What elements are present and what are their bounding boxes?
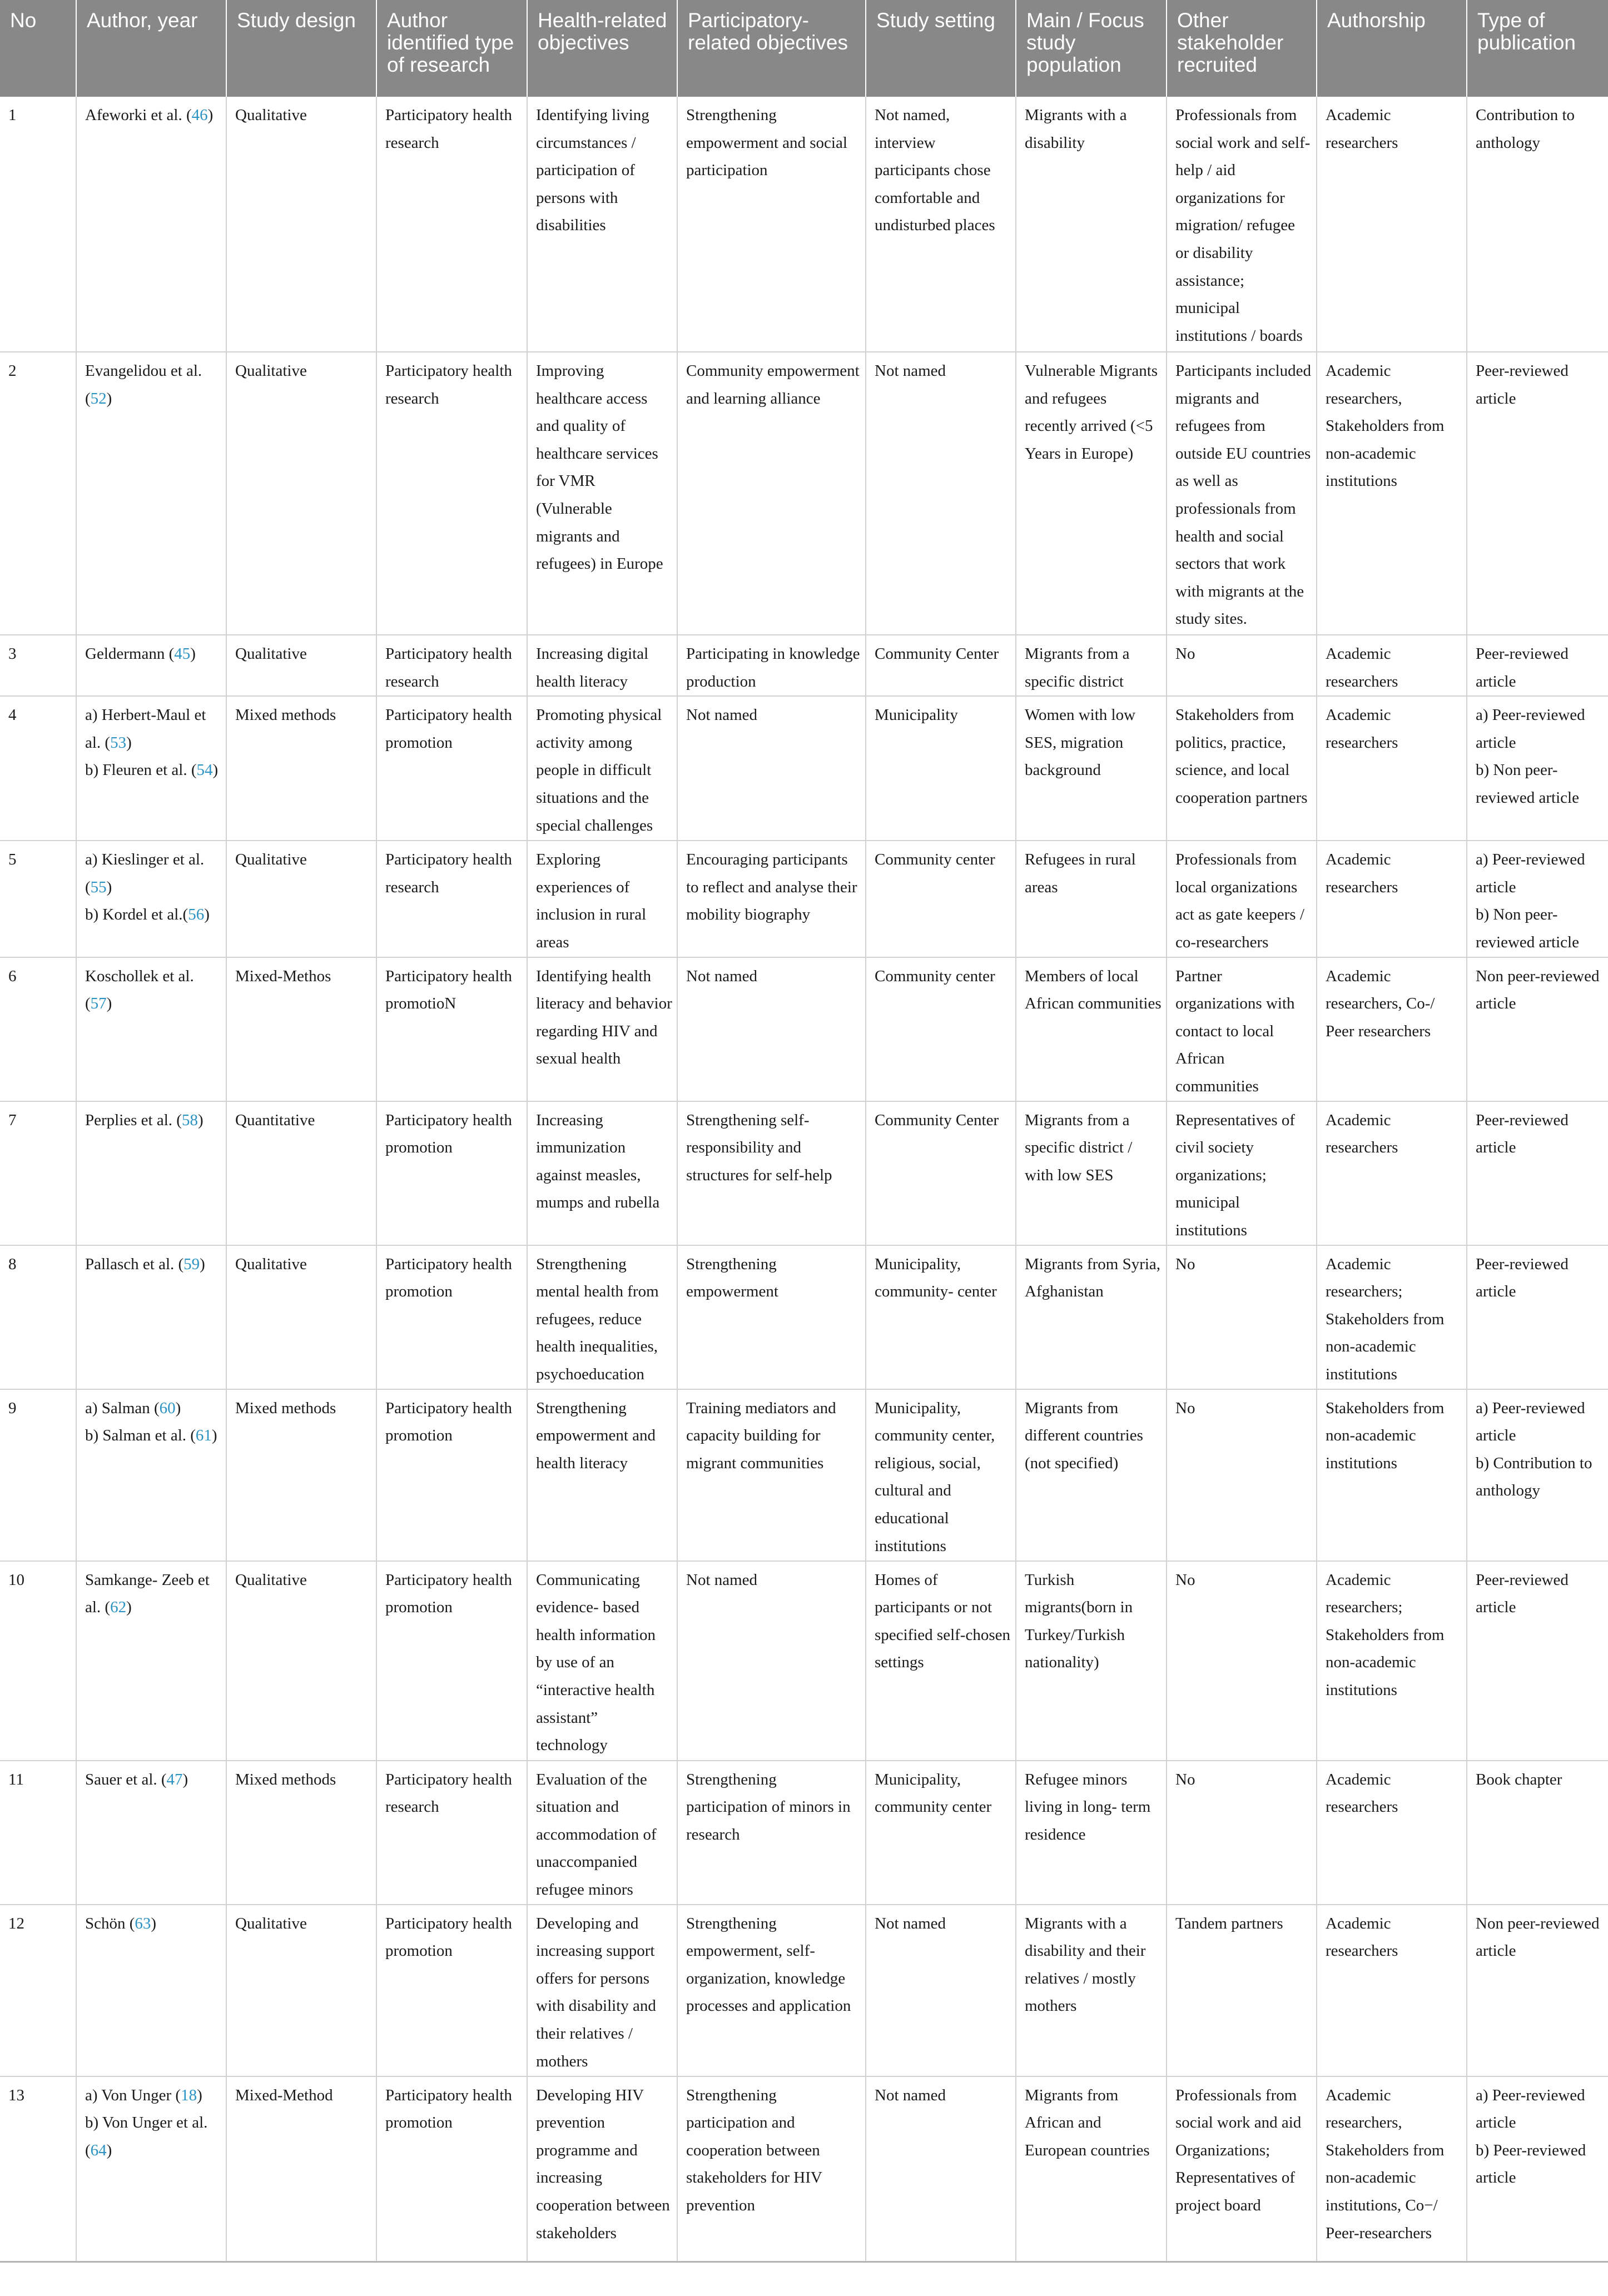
cell-design: Qualitative [226,635,376,696]
author-text: Koschollek et al. ( [85,967,194,1013]
cell-author [76,1245,226,1389]
cell-author [76,97,226,352]
cell-research-type: Participatory health research [376,352,527,635]
cell-authorship: Academic researchers; Stakeholders from non-academic institutions [1317,1561,1467,1761]
cell-design: Mixed methods [226,1761,376,1905]
reference-link[interactable]: 54 [196,761,213,779]
cell-other-stakeholders: Professionals from social work and self-help / aid organizations for migration/ refugee or disability assistance; municipal institutions / boards [1167,97,1317,352]
cell-study-setting: Homes of participants or not specified self-chosen settings [866,1561,1016,1761]
table-row [0,1561,1608,1761]
cell-study-setting: Municipality, community center, religious, social, cultural and educational institutions [866,1389,1016,1561]
cell-health-objectives: Developing and increasing support offers for persons with disability and their relatives / mothers [527,1905,677,2076]
author-text: b) Salman et al. ( [85,1427,196,1445]
cell-participatory-objectives: Strengthening self-responsibility and structures for self-help [677,1101,866,1245]
cell-design: Quantitative [226,1101,376,1245]
author-text: ) [126,1598,132,1617]
cell-publication-type-line: a) Peer-reviewed article [1476,2086,1585,2132]
cell-other-stakeholders: No [1167,1561,1317,1761]
cell-publication-type [1467,1389,1608,1561]
cell-other-stakeholders: No [1167,635,1317,696]
cell-publication-type-line: b) Non peer-reviewed article [1476,906,1579,951]
reference-link[interactable]: 57 [90,995,107,1013]
reference-link[interactable]: 62 [110,1598,127,1617]
header-health-objectives: Health-related objectives [527,0,677,97]
cell-participatory-objectives: Participating in knowledge production [677,635,866,696]
author-text: ) [151,1914,157,1932]
cell-research-type: Participatory health research [376,1761,527,1905]
cell-study-population: Migrants from different countries (not specified) [1016,1389,1167,1561]
cell-no: 13 [0,2076,76,2262]
cell-participatory-objectives: Strengthening participation and cooperation between stakeholders for HIV prevention [677,2076,866,2262]
reference-link[interactable]: 58 [181,1111,198,1129]
cell-authorship: Stakeholders from non-academic institutions [1317,1389,1467,1561]
cell-design: Qualitative [226,352,376,635]
author-text: ) [200,1255,205,1273]
author-text: ) [207,106,214,124]
cell-author [76,1761,226,1905]
table-row [0,1389,1608,1561]
author-text: Sauer et al. ( [85,1770,167,1788]
reference-link[interactable]: 45 [174,645,191,663]
reference-link[interactable]: 18 [181,2086,197,2104]
author-text: ) [106,878,112,896]
cell-research-type: Participatory health promotion [376,696,527,841]
cell-publication-type [1467,2076,1608,2262]
cell-authorship: Academic researchers [1317,97,1467,352]
reference-link[interactable]: 61 [195,1427,212,1445]
cell-no: 9 [0,1389,76,1561]
cell-research-type: Participatory health promotion [376,1245,527,1389]
cell-participatory-objectives: Not named [677,957,866,1101]
cell-no: 12 [0,1905,76,2076]
table-row [0,696,1608,841]
cell-study-setting: Municipality, community- center [866,1245,1016,1389]
cell-author [76,957,226,1101]
cell-health-objectives: Identifying health literacy and behavior regarding HIV and sexual health [527,957,677,1101]
reference-link[interactable]: 60 [159,1399,176,1417]
cell-publication-type: Non peer-reviewed article [1467,957,1608,1101]
cell-other-stakeholders: No [1167,1245,1317,1389]
cell-study-population: Vulnerable Migrants and refugees recently arrived (<5 Years in Europe) [1016,352,1167,635]
cell-design: Qualitative [226,1245,376,1389]
cell-research-type: Participatory health research [376,635,527,696]
cell-participatory-objectives: Encouraging participants to reflect and analyse their mobility biography [677,841,866,957]
cell-research-type: Participatory health research [376,97,527,352]
author-text: Afeworki et al. ( [85,106,192,124]
cell-no: 3 [0,635,76,696]
table-row [0,352,1608,635]
author-text: ) [182,1770,188,1788]
author-text: ) [106,2141,112,2159]
cell-publication-type [1467,841,1608,957]
author-text: Schön ( [85,1914,135,1932]
cell-author [76,1389,226,1561]
cell-study-population: Members of local African communities [1016,957,1167,1101]
cell-authorship: Academic researchers, Stakeholders from non-academic institutions [1317,352,1467,635]
table-row [0,1245,1608,1389]
author-text: Geldermann ( [85,645,175,663]
cell-author [76,1561,226,1761]
cell-participatory-objectives: Strengthening empowerment, self-organization, knowledge processes and application [677,1905,866,2076]
cell-health-objectives: Increasing digital health literacy [527,635,677,696]
cell-publication-type-line: a) Peer-reviewed article [1476,851,1585,896]
cell-participatory-objectives: Training mediators and capacity building for migrant communities [677,1389,866,1561]
cell-authorship: Academic researchers [1317,696,1467,841]
cell-other-stakeholders: Participants included migrants and refugees from outside EU countries as well as professionals from health and social sectors that work with migrants at the study sites. [1167,352,1317,635]
cell-no: 4 [0,696,76,841]
cell-other-stakeholders: Tandem partners [1167,1905,1317,2076]
table-body [0,97,1608,2262]
table-row [0,2076,1608,2262]
header-study-population: Main / Focus study population [1016,0,1167,97]
cell-authorship: Academic researchers [1317,1101,1467,1245]
cell-study-setting: Not named [866,2076,1016,2262]
header-authorship: Authorship [1317,0,1467,97]
cell-author [76,2076,226,2262]
author-text: a) Salman ( [85,1399,160,1417]
cell-health-objectives: Increasing immunization against measles, mumps and rubella [527,1101,677,1245]
cell-study-population: Turkish migrants(born in Turkey/Turkish nationality) [1016,1561,1167,1761]
author-text: b) Fleuren et al. ( [85,761,197,779]
cell-study-setting: Community Center [866,1101,1016,1245]
cell-health-objectives: Strengthening empowerment and health literacy [527,1389,677,1561]
header-study-design: Study design [226,0,376,97]
cell-publication-type: Peer-reviewed article [1467,1561,1608,1761]
cell-study-population: Migrants from African and European countries [1016,2076,1167,2262]
cell-publication-type-line: b) Non peer-reviewed article [1476,761,1579,807]
header-no: No [0,0,76,97]
author-text: Perplies et al. ( [85,1111,182,1129]
cell-other-stakeholders: No [1167,1389,1317,1561]
cell-no: 5 [0,841,76,957]
author-text: ) [175,1399,181,1417]
header-research-type: Author identified type of research [376,0,527,97]
cell-study-population: Migrants with a disability and their relatives / mostly mothers [1016,1905,1167,2076]
cell-other-stakeholders: Representatives of civil society organizations; municipal institutions [1167,1101,1317,1245]
author-text: b) Kordel et al.( [85,906,188,924]
cell-no: 11 [0,1761,76,1905]
cell-publication-type: Peer-reviewed article [1467,1101,1608,1245]
cell-study-population: Migrants with a disability [1016,97,1167,352]
cell-participatory-objectives: Community empowerment and learning alliance [677,352,866,635]
cell-author [76,841,226,957]
table-row [0,957,1608,1101]
cell-research-type: Participatory health promotion [376,1561,527,1761]
cell-authorship: Academic researchers [1317,1761,1467,1905]
cell-participatory-objectives: Not named [677,1561,866,1761]
author-text: ) [197,2086,202,2104]
reference-link[interactable]: 63 [135,1914,151,1932]
cell-health-objectives: Communicating evidence- based health information by use of an “interactive health assistant” technology [527,1561,677,1761]
cell-other-stakeholders: Professionals from social work and aid Organizations; Representatives of project board [1167,2076,1317,2262]
cell-design: Qualitative [226,841,376,957]
cell-publication-type: Peer-reviewed article [1467,352,1608,635]
cell-other-stakeholders: Partner organizations with contact to local African communities [1167,957,1317,1101]
author-text: a) Herbert-Maul et al. ( [85,706,206,752]
cell-author [76,696,226,841]
author-text: ) [106,389,112,407]
reference-link[interactable]: 56 [188,906,205,924]
cell-study-population: Migrants from Syria, Afghanistan [1016,1245,1167,1389]
table-row [0,1101,1608,1245]
cell-publication-type-line: b) Contribution to anthology [1476,1454,1592,1500]
cell-health-objectives: Strengthening mental health from refugees, reduce health inequalities, psychoeducation [527,1245,677,1389]
cell-research-type: Participatory health promotioN [376,957,527,1101]
cell-other-stakeholders: Stakeholders from politics, practice, science, and local cooperation partners [1167,696,1317,841]
cell-health-objectives: Promoting physical activity among people in difficult situations and the special challenges [527,696,677,841]
cell-publication-type: Non peer-reviewed article [1467,1905,1608,2076]
table-row [0,841,1608,957]
cell-study-setting: Community Center [866,635,1016,696]
reference-link[interactable]: 59 [183,1255,200,1273]
cell-participatory-objectives: Strengthening participation of minors in research [677,1761,866,1905]
cell-health-objectives: Exploring experiences of inclusion in rural areas [527,841,677,957]
cell-authorship: Academic researchers; Stakeholders from non-academic institutions [1317,1245,1467,1389]
author-text: ) [190,645,196,663]
cell-no: 6 [0,957,76,1101]
author-text: ) [204,906,210,924]
cell-no: 8 [0,1245,76,1389]
cell-study-population: Women with low SES, migration background [1016,696,1167,841]
author-text: ) [126,733,132,752]
cell-study-setting: Not named [866,1905,1016,2076]
cell-publication-type [1467,696,1608,841]
header-other-stakeholders: Other stakeholder recruited [1167,0,1317,97]
cell-health-objectives: Evaluation of the situation and accommodation of unaccompanied refugee minors [527,1761,677,1905]
cell-design: Mixed-Method [226,2076,376,2262]
cell-design: Mixed-Methos [226,957,376,1101]
cell-design: Qualitative [226,97,376,352]
cell-study-population: Refugees in rural areas [1016,841,1167,957]
table-row [0,635,1608,696]
cell-health-objectives: Developing HIV prevention programme and increasing cooperation between stakeholders [527,2076,677,2262]
table-row [0,1905,1608,2076]
reference-link[interactable]: 55 [90,878,107,896]
cell-author [76,1905,226,2076]
cell-participatory-objectives: Strengthening empowerment [677,1245,866,1389]
cell-participatory-objectives: Strengthening empowerment and social participation [677,97,866,352]
cell-publication-type: Contribution to anthology [1467,97,1608,352]
cell-authorship: Academic researchers [1317,841,1467,957]
cell-other-stakeholders: Professionals from local organizations act as gate keepers / co-researchers [1167,841,1317,957]
cell-research-type: Participatory health research [376,841,527,957]
header-participatory-objectives: Participatory-related objectives [677,0,866,97]
cell-author [76,352,226,635]
reference-link[interactable]: 53 [110,733,127,752]
cell-author [76,635,226,696]
header-study-setting: Study setting [866,0,1016,97]
cell-research-type: Participatory health promotion [376,1101,527,1245]
cell-publication-type: Book chapter [1467,1761,1608,1905]
reference-link[interactable]: 46 [191,106,208,124]
reference-link[interactable]: 64 [90,2141,107,2159]
cell-study-population: Migrants from a specific district / with low SES [1016,1101,1167,1245]
cell-publication-type-line: a) Peer-reviewed article [1476,706,1585,752]
header-publication-type: Type of publication [1467,0,1608,97]
cell-study-setting: Not named [866,352,1016,635]
cell-authorship: Academic researchers [1317,1905,1467,2076]
author-text: a) Kieslinger et al. ( [85,851,205,896]
author-text: ) [211,1427,217,1445]
cell-design: Qualitative [226,1905,376,2076]
cell-health-objectives: Improving healthcare access and quality of healthcare services for VMR (Vulnerable migrants and refugees) in Europe [527,352,677,635]
cell-study-setting: Municipality, community center [866,1761,1016,1905]
cell-study-setting: Community center [866,957,1016,1101]
author-text: ) [212,761,219,779]
author-text: ) [197,1111,204,1129]
cell-authorship: Academic researchers, Co-/ Peer researchers [1317,957,1467,1101]
cell-authorship: Academic researchers [1317,635,1467,696]
cell-participatory-objectives: Not named [677,696,866,841]
cell-research-type: Participatory health promotion [376,2076,527,2262]
cell-research-type: Participatory health promotion [376,1905,527,2076]
cell-publication-type: Peer-reviewed article [1467,635,1608,696]
cell-no: 10 [0,1561,76,1761]
author-text: a) Von Unger ( [85,2086,181,2104]
cell-publication-type-line: b) Peer-reviewed article [1476,2141,1586,2187]
cell-design: Qualitative [226,1561,376,1761]
cell-study-setting: Municipality [866,696,1016,841]
table-row [0,1761,1608,1905]
cell-no: 7 [0,1101,76,1245]
author-text: ) [106,995,112,1013]
cell-publication-type: Peer-reviewed article [1467,1245,1608,1389]
reference-link[interactable]: 47 [166,1770,183,1788]
cell-other-stakeholders: No [1167,1761,1317,1905]
author-text: Pallasch et al. ( [85,1255,184,1273]
cell-no: 1 [0,97,76,352]
author-text: Evangelidou et al. ( [85,362,202,407]
cell-no: 2 [0,352,76,635]
reference-link[interactable]: 52 [90,389,107,407]
cell-authorship: Academic researchers, Stakeholders from non-academic institutions, Co−/ Peer-researchers [1317,2076,1467,2262]
cell-study-population: Migrants from a specific district [1016,635,1167,696]
header-row [0,0,1608,97]
cell-design: Mixed methods [226,696,376,841]
cell-health-objectives: Identifying living circumstances / participation of persons with disabilities [527,97,677,352]
cell-design: Mixed methods [226,1389,376,1561]
cell-author [76,1101,226,1245]
author-text: Samkange- Zeeb et al. ( [85,1571,210,1617]
table-row [0,97,1608,352]
author-text: b) Von Unger et al. ( [85,2114,208,2159]
cell-publication-type-line: a) Peer-reviewed article [1476,1399,1585,1445]
cell-study-population: Refugee minors living in long- term residence [1016,1761,1167,1905]
cell-research-type: Participatory health promotion [376,1389,527,1561]
header-author-year: Author, year [76,0,226,97]
cell-study-setting: Not named, interview participants chose comfortable and undisturbed places [866,97,1016,352]
cell-study-setting: Community center [866,841,1016,957]
